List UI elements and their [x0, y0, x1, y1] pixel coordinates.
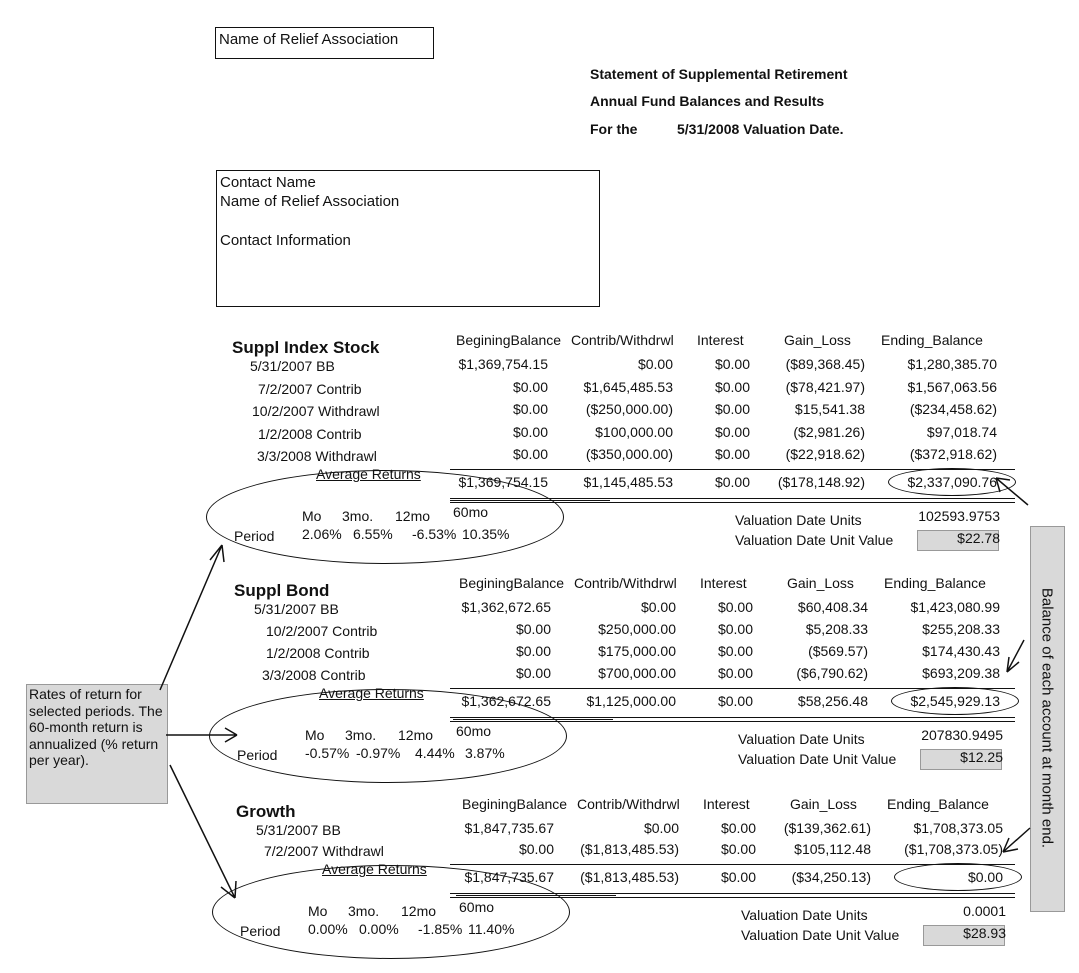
- unit-value-label: Valuation Date Unit Value: [735, 532, 894, 548]
- cell-interest: $0.00: [714, 423, 750, 440]
- cell-end: $693,209.38: [922, 665, 1000, 681]
- cell-beg: $0.00: [515, 643, 551, 659]
- row-label: 10/2/2007 Contrib: [266, 623, 378, 639]
- column-header: Ending_Balance: [884, 575, 986, 591]
- cell-end: $1,708,373.05: [913, 820, 1003, 836]
- cell-beg: $0.00: [518, 841, 554, 857]
- cell-beg: $0.00: [515, 665, 551, 681]
- column-header: Interest: [703, 796, 750, 812]
- return-12mo: -6.53%: [412, 526, 457, 542]
- arrow-to-growth-returns: [170, 765, 236, 898]
- returns-period-label: Period: [234, 528, 275, 544]
- cell-beg: $0.00: [512, 446, 548, 462]
- average-returns-label: Average Returns: [316, 466, 421, 482]
- return-60mo: 10.35%: [462, 526, 510, 542]
- valuation-units-label: Valuation Date Units: [735, 512, 862, 528]
- cell-contrib: ($1,813,485.53): [580, 841, 679, 857]
- cell-beg: $1,369,754.15: [458, 356, 548, 372]
- cell-beg: $0.00: [512, 378, 548, 395]
- column-header: Interest: [700, 575, 747, 591]
- cell-end: ($234,458.62): [909, 401, 997, 417]
- total-interest: $0.00: [717, 693, 753, 709]
- column-header: Contrib/Withdrwl: [574, 575, 677, 591]
- return-60mo: 3.87%: [465, 745, 505, 761]
- returns-period-label: Period: [237, 747, 278, 763]
- valuation-units: 102593.9753: [918, 508, 1000, 524]
- total-beg: $1,362,672.65: [461, 693, 551, 709]
- contact-name: Contact Name: [220, 174, 316, 191]
- unit-value-label: Valuation Date Unit Value: [738, 751, 897, 767]
- row-label: 7/2/2007 Withdrawl: [264, 843, 384, 859]
- column-header: BeginingBalance: [459, 575, 565, 591]
- column-header: Gain_Loss: [790, 796, 857, 812]
- returns-12mo-header: 12mo: [398, 727, 434, 743]
- cell-beg: $0.00: [515, 621, 551, 637]
- cell-contrib: $175,000.00: [598, 643, 676, 659]
- total-contrib: ($1,813,485.53): [580, 869, 679, 885]
- section-title: Suppl Bond: [234, 581, 330, 600]
- returns-mo-header: Mo: [302, 508, 322, 524]
- cell-contrib: ($350,000.00): [585, 446, 673, 462]
- column-header: Ending_Balance: [881, 332, 983, 348]
- return-3mo: 6.55%: [353, 526, 393, 542]
- contact-information: Contact Information: [220, 232, 351, 249]
- total-contrib: $1,125,000.00: [586, 693, 676, 709]
- cell-contrib: $0.00: [640, 599, 676, 615]
- return-mo: -0.57%: [305, 745, 350, 761]
- unit-value: $22.78: [957, 530, 1000, 546]
- cell-gain: ($569.57): [808, 643, 868, 659]
- valuation-units-label: Valuation Date Units: [741, 907, 868, 923]
- row-label: 10/2/2007 Withdrawl: [252, 403, 380, 419]
- cell-end: ($1,708,373.05): [904, 841, 1003, 857]
- return-60mo: 11.40%: [468, 921, 515, 937]
- row-label: 7/2/2007 Contrib: [258, 380, 362, 397]
- section-title: Suppl Index Stock: [232, 338, 380, 357]
- total-end: $2,545,929.13: [910, 693, 1000, 709]
- row-label: 3/3/2008 Contrib: [262, 667, 366, 683]
- statement-title-line1: Statement of Supplemental Retirement: [590, 66, 848, 82]
- returns-mo-header: Mo: [305, 727, 325, 743]
- total-beg: $1,369,754.15: [458, 474, 548, 490]
- return-12mo: 4.44%: [415, 745, 455, 761]
- cell-interest: $0.00: [714, 356, 750, 372]
- row-label: 5/31/2007 BB: [250, 358, 335, 374]
- return-3mo: 0.00%: [359, 921, 399, 937]
- cell-gain: $60,408.34: [797, 599, 868, 615]
- returns-60mo-header: 60mo: [453, 504, 489, 520]
- cell-contrib: $0.00: [637, 356, 673, 372]
- total-contrib: $1,145,485.53: [583, 474, 673, 490]
- cell-contrib: $0.00: [643, 820, 679, 836]
- balance-note: Balance of each account at month end.: [1038, 587, 1056, 849]
- cell-contrib: ($250,000.00): [585, 401, 673, 417]
- column-header: BeginingBalance: [462, 796, 568, 812]
- cell-interest: $0.00: [717, 643, 753, 659]
- arrow-to-bond-returns: [166, 728, 237, 742]
- cell-gain: ($2,981.26): [793, 423, 865, 440]
- cell-interest: $0.00: [714, 401, 750, 417]
- cell-contrib: $250,000.00: [598, 621, 676, 637]
- return-mo: 2.06%: [302, 526, 342, 542]
- cell-gain: ($139,362.61): [783, 820, 871, 836]
- total-interest: $0.00: [714, 474, 750, 490]
- returns-60mo-header: 60mo: [459, 899, 495, 915]
- row-label: 3/3/2008 Withdrawl: [257, 448, 377, 464]
- arrow-to-bond-balance: [1007, 640, 1024, 672]
- cell-gain: ($6,790.62): [796, 665, 868, 681]
- cell-interest: $0.00: [720, 841, 756, 857]
- cell-gain: $105,112.48: [794, 841, 871, 857]
- cell-gain: ($78,421.97): [785, 378, 865, 395]
- cell-interest: $0.00: [714, 446, 750, 462]
- total-gain: ($178,148.92): [777, 474, 865, 490]
- cell-interest: $0.00: [720, 820, 756, 836]
- cell-gain: ($89,368.45): [785, 356, 865, 372]
- row-label: 1/2/2008 Contrib: [266, 645, 370, 661]
- returns-3mo-header: 3mo.: [345, 727, 377, 743]
- cell-interest: $0.00: [717, 665, 753, 681]
- total-beg: $1,847,735.67: [464, 869, 554, 885]
- cell-beg: $1,362,672.65: [461, 599, 551, 615]
- total-end: $0.00: [967, 869, 1003, 885]
- return-12mo: -1.85%: [418, 921, 463, 937]
- unit-value: $12.25: [960, 749, 1003, 765]
- cell-end: $1,567,063.56: [907, 378, 997, 395]
- cell-contrib: $100,000.00: [595, 423, 673, 440]
- valuation-units-label: Valuation Date Units: [738, 731, 865, 747]
- column-header: Interest: [697, 332, 744, 348]
- cell-interest: $0.00: [717, 599, 753, 615]
- arrow-to-growth-balance: [1003, 828, 1030, 852]
- contact-association: Name of Relief Association: [220, 193, 400, 210]
- cell-interest: $0.00: [717, 621, 753, 637]
- average-returns-label: Average Returns: [319, 685, 424, 701]
- returns-note: Rates of return for selected periods. The 60-month return is annualized (% return per year).: [29, 686, 163, 768]
- column-header: Contrib/Withdrwl: [571, 332, 674, 348]
- column-header: Contrib/Withdrwl: [577, 796, 680, 812]
- total-gain: ($34,250.13): [791, 869, 871, 885]
- cell-beg: $0.00: [512, 423, 548, 440]
- returns-12mo-header: 12mo: [395, 508, 431, 524]
- row-label: 5/31/2007 BB: [256, 822, 341, 838]
- valuation-units: 207830.9495: [921, 727, 1003, 743]
- cell-end: ($372,918.62): [909, 446, 997, 462]
- cell-end: $1,423,080.99: [910, 599, 1000, 615]
- row-label: 5/31/2007 BB: [254, 601, 339, 617]
- statement-title-for: For the: [590, 121, 638, 137]
- cell-contrib: $700,000.00: [598, 665, 676, 681]
- average-returns-label: Average Returns: [322, 861, 427, 877]
- section-title: Growth: [236, 802, 296, 821]
- statement-title-line2: Annual Fund Balances and Results: [590, 93, 825, 109]
- arrow-to-stock-returns: [160, 545, 224, 690]
- cell-beg: $0.00: [512, 401, 548, 417]
- column-header: Ending_Balance: [887, 796, 989, 812]
- arrow-to-stock-balance: [996, 478, 1028, 505]
- cell-beg: $1,847,735.67: [464, 820, 554, 836]
- unit-value-label: Valuation Date Unit Value: [741, 927, 900, 943]
- column-header: Gain_Loss: [787, 575, 854, 591]
- cell-gain: $15,541.38: [794, 401, 865, 417]
- returns-12mo-header: 12mo: [401, 903, 437, 919]
- returns-mo-header: Mo: [308, 903, 328, 919]
- valuation-units: 0.0001: [963, 903, 1006, 919]
- cell-end: $174,430.43: [922, 643, 1000, 659]
- row-label: 1/2/2008 Contrib: [258, 425, 362, 442]
- total-end: $2,337,090.76: [907, 474, 997, 490]
- return-3mo: -0.97%: [356, 745, 401, 761]
- returns-60mo-header: 60mo: [456, 723, 492, 739]
- total-gain: $58,256.48: [797, 693, 868, 709]
- returns-period-label: Period: [240, 923, 281, 939]
- column-header: BeginingBalance: [456, 332, 562, 348]
- returns-3mo-header: 3mo.: [342, 508, 374, 524]
- total-interest: $0.00: [720, 869, 756, 885]
- return-mo: 0.00%: [308, 921, 348, 937]
- cell-contrib: $1,645,485.53: [583, 378, 673, 395]
- valuation-date: 5/31/2008 Valuation Date.: [677, 121, 844, 137]
- cell-interest: $0.00: [714, 378, 750, 395]
- cell-gain: $5,208.33: [805, 621, 868, 637]
- cell-end: $255,208.33: [922, 621, 1000, 637]
- cell-end: $97,018.74: [926, 423, 997, 440]
- returns-3mo-header: 3mo.: [348, 903, 380, 919]
- column-header: Gain_Loss: [784, 332, 851, 348]
- cell-gain: ($22,918.62): [785, 446, 865, 462]
- unit-value: $28.93: [963, 925, 1006, 941]
- cell-end: $1,280,385.70: [907, 356, 997, 372]
- relief-association-name: Name of Relief Association: [219, 31, 399, 48]
